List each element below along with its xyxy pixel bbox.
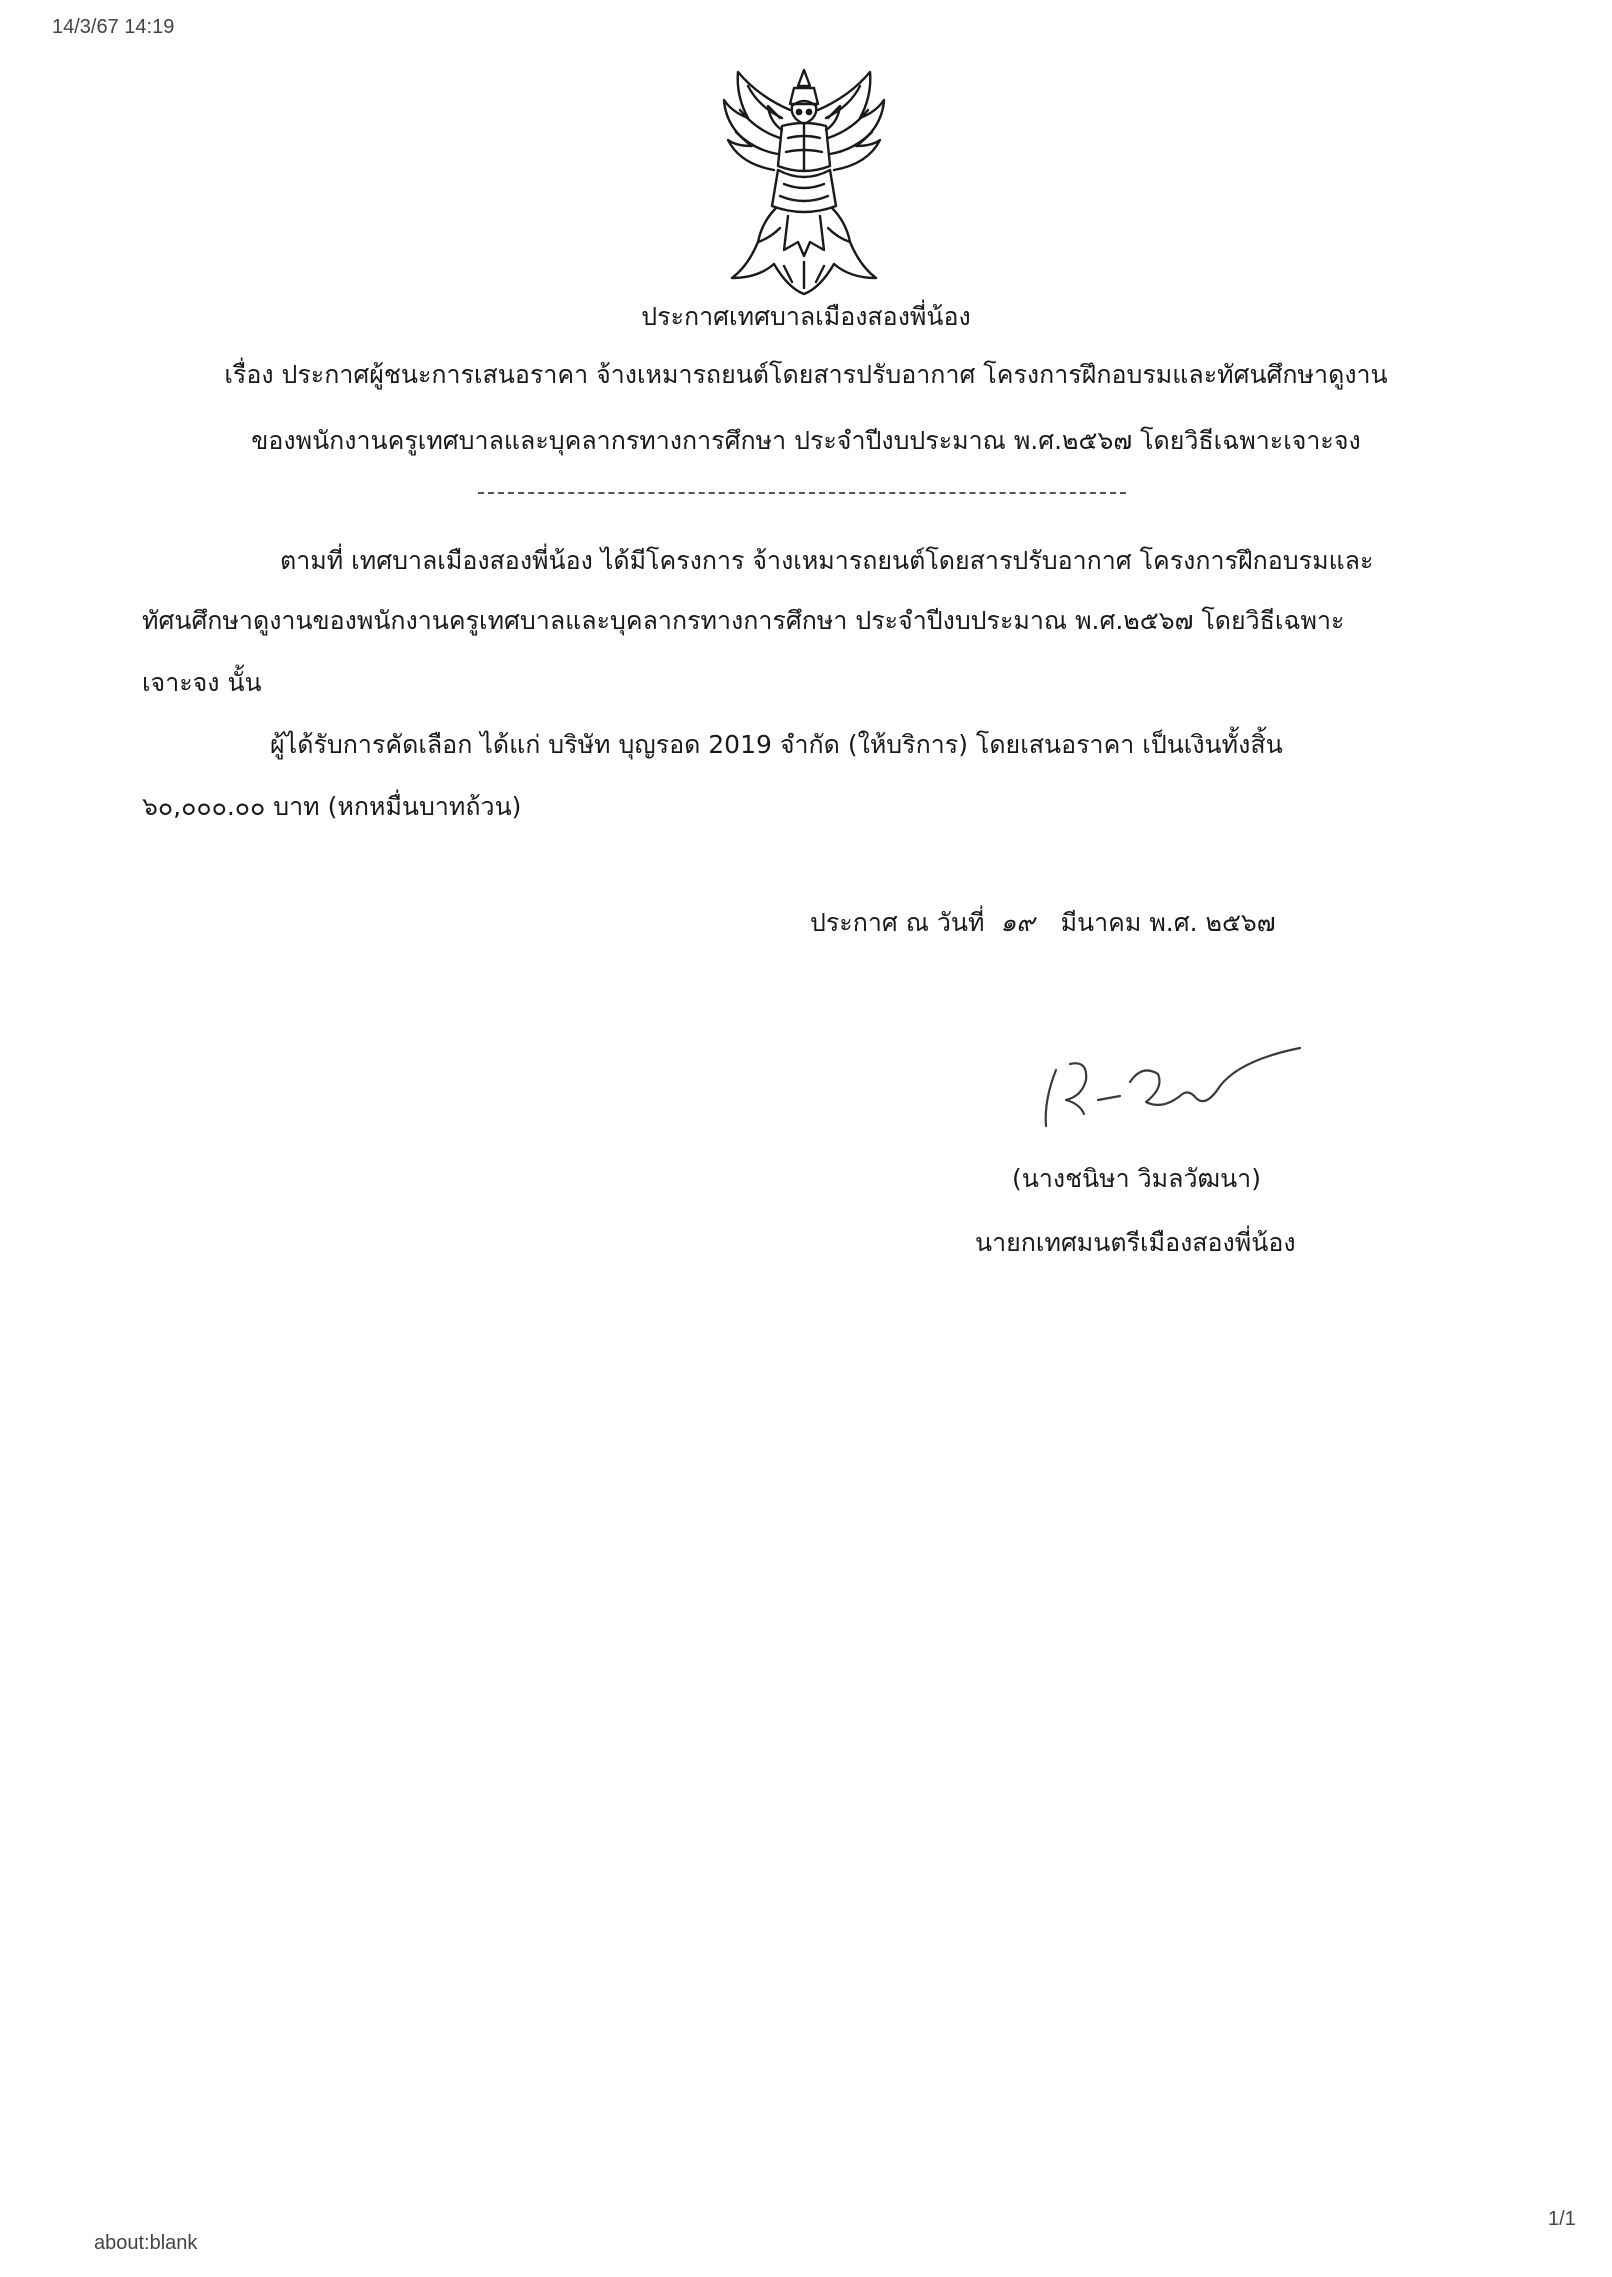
print-footer-url: about:blank — [94, 2232, 198, 2254]
dateline — [810, 906, 1276, 940]
paragraph-1-line-3: เจาะจง นั้น — [142, 668, 262, 697]
signatory-position: นายกเทศมนตรีเมืองสองพี่น้อง — [975, 1228, 1296, 1257]
dateline-prefix: ประกาศ ณ วันที่ — [810, 908, 985, 937]
divider — [478, 492, 1126, 494]
print-timestamp: 14/3/67 14:19 — [52, 16, 175, 38]
paragraph-2-line-1: ผู้ได้รับการคัดเลือก ได้แก่ บริษัท บุญรอด 2019 จำกัด (ให้บริการ) โดยเสนอราคา เป็นเงินทั้งสิ้น — [270, 730, 1283, 759]
signatory-name: (นางชนิษา วิมลวัฒนา) — [1012, 1164, 1261, 1193]
paragraph-1-line-2: ทัศนศึกษาดูงานของพนักงานครูเทศบาลและบุคลากรทางการศึกษา ประจำปีงบประมาณ พ.ศ.๒๕๖๗ โดยวิธีเฉพาะ — [142, 606, 1345, 635]
dateline-month-year: มีนาคม พ.ศ. ๒๕๖๗ — [1060, 908, 1276, 937]
issuer-title: ประกาศเทศบาลเมืองสองพี่น้อง — [641, 302, 971, 331]
garuda-emblem-icon — [718, 66, 890, 298]
print-footer-page: 1/1 — [1548, 2208, 1576, 2230]
subject-line-2: ของพนักงานครูเทศบาลและบุคลากรทางการศึกษา ประจำปีงบประมาณ พ.ศ.๒๕๖๗ โดยวิธีเฉพาะเจาะจง — [251, 426, 1361, 455]
handwritten-signature — [1030, 1030, 1310, 1150]
subject-line-1: เรื่อง ประกาศผู้ชนะการเสนอราคา จ้างเหมารถยนต์โดยสารปรับอากาศ โครงการฝึกอบรมและทัศนศึกษาดูงาน — [224, 360, 1388, 389]
paragraph-1-line-1: ตามที่ เทศบาลเมืองสองพี่น้อง ได้มีโครงการ จ้างเหมารถยนต์โดยสารปรับอากาศ โครงการฝึกอบรมและ — [280, 546, 1374, 575]
paragraph-2-line-2: ๖๐,๐๐๐.๐๐ บาท (หกหมื่นบาทถ้วน) — [142, 792, 522, 821]
dateline-day: ๑๙ — [1000, 908, 1035, 937]
